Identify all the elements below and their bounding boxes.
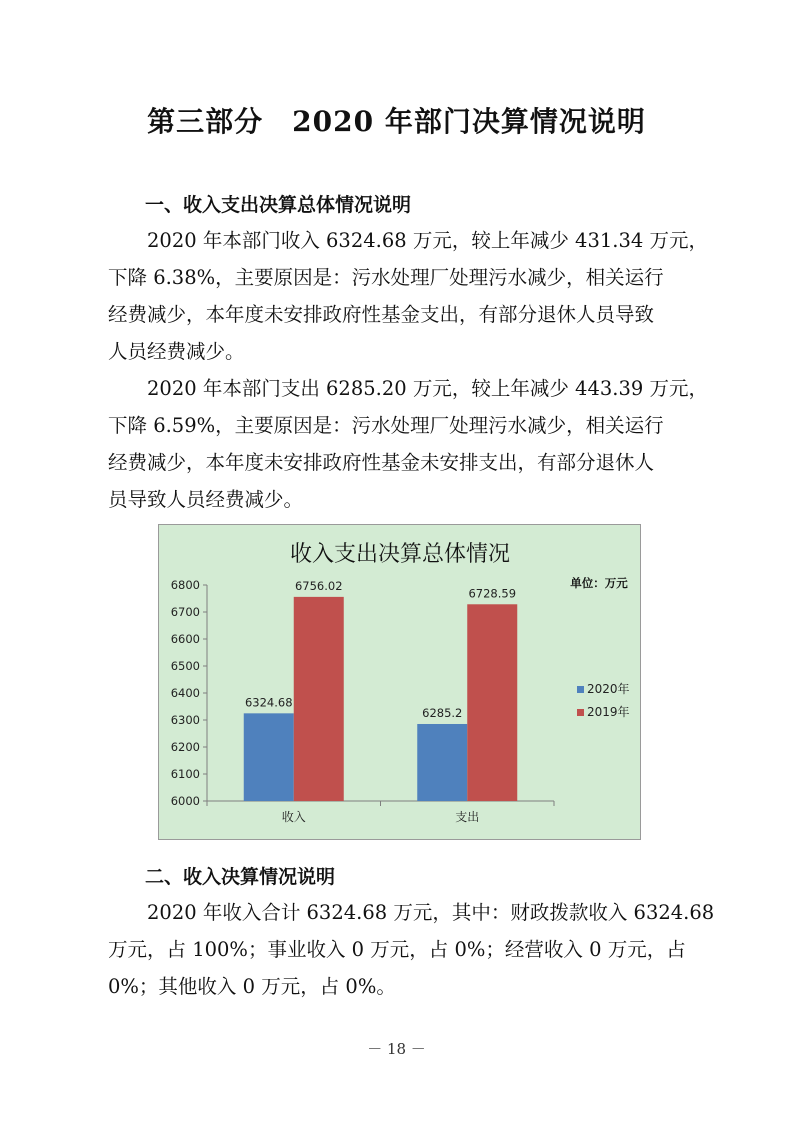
y-tick-label: 6400: [170, 686, 200, 700]
chart-title: 收入支出决算总体情况: [289, 542, 511, 567]
paragraph-income-detail: [108, 894, 715, 1005]
legend-swatch: [577, 686, 584, 693]
paragraph-income-summary: [108, 222, 708, 370]
page-title: 第三部分 2020 年部门决算情况说明: [147, 105, 646, 138]
bar: [417, 724, 467, 801]
y-tick-label: 6600: [170, 632, 200, 646]
text-line: 2020 年本部门收入 6324.68 万元，较上年减少 431.34 万元，: [108, 229, 708, 252]
y-tick-label: 6800: [170, 578, 200, 592]
x-tick-label: 收入: [281, 810, 306, 824]
legend-label: 2019年: [587, 705, 630, 719]
bar: [294, 597, 344, 801]
bar: [467, 604, 517, 801]
page-number: － 18 －: [367, 1040, 426, 1058]
y-tick-label: 6300: [170, 713, 200, 727]
data-label: 6728.59: [468, 586, 517, 601]
text-line: 下降 6.59%，主要原因是：污水处理厂处理污水减少，相关运行: [108, 414, 664, 437]
y-tick-label: 6100: [170, 767, 200, 781]
text-line: 下降 6.38%，主要原因是：污水处理厂处理污水减少，相关运行: [108, 266, 664, 289]
text-line: 人员经费减少。: [108, 340, 245, 363]
bar-chart: [158, 524, 641, 840]
legend-label: 2020年: [587, 682, 630, 696]
text-line: 经费减少，本年度未安排政府性基金未安排支出，有部分退休人: [108, 451, 655, 474]
data-label: 6756.02: [294, 578, 343, 593]
y-tick-label: 6700: [170, 605, 200, 619]
y-tick-label: 6500: [170, 659, 200, 673]
data-label: 6285.2: [422, 705, 463, 720]
data-label: 6324.68: [244, 695, 293, 710]
text-line: 0%；其他收入 0 万元，占 0%。: [108, 975, 396, 998]
text-line: 万元，占 100%；事业收入 0 万元，占 0%；经营收入 0 万元，占: [108, 938, 686, 961]
chart-canvas: [159, 525, 642, 841]
paragraph-expense-summary: [108, 370, 708, 518]
legend-swatch: [577, 709, 584, 716]
y-tick-label: 6000: [170, 794, 200, 808]
text-line: 2020 年收入合计 6324.68 万元，其中：财政拨款收入 6324.68: [108, 901, 715, 924]
section-heading-1: 一、收入支出决算总体情况说明: [145, 194, 412, 216]
text-line: 员导致人员经费减少。: [108, 488, 304, 511]
bar: [244, 713, 294, 801]
unit-label: 单位：万元: [570, 576, 628, 590]
y-tick-label: 6200: [170, 740, 200, 754]
text-line: 经费减少，本年度未安排政府性基金支出，有部分退休人员导致: [108, 303, 655, 326]
x-tick-label: 支出: [455, 810, 480, 824]
text-line: 2020 年本部门支出 6285.20 万元，较上年减少 443.39 万元，: [108, 377, 708, 400]
section-heading-2: 二、收入决算情况说明: [145, 866, 336, 888]
